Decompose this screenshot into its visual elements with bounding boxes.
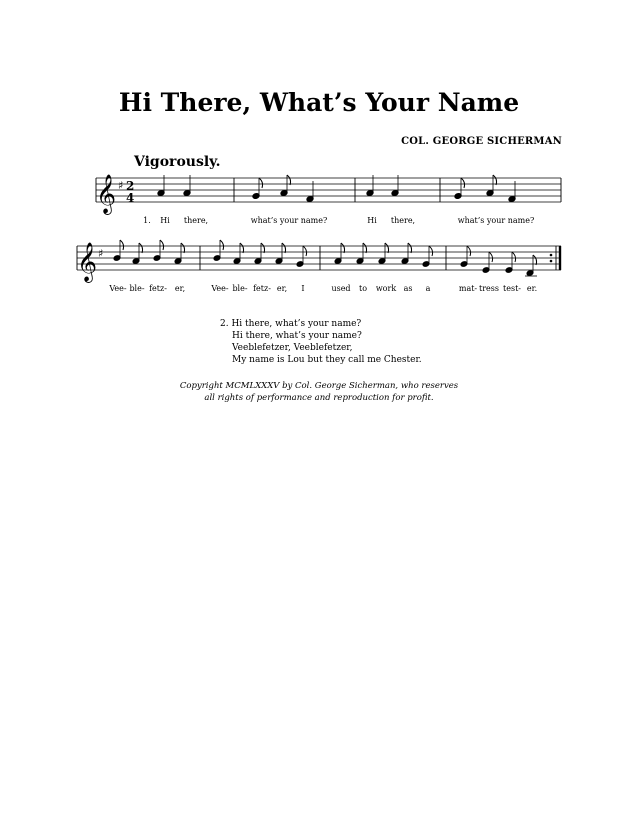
lyric-syllable: used: [331, 284, 351, 293]
lyric-syllable: Vee-: [109, 284, 127, 293]
lyric-syllable: test-: [503, 284, 521, 293]
copyright-line: all rights of performance and reproduction for profit.: [204, 393, 434, 403]
verse-line: Hi there, what’s your name?: [232, 331, 362, 341]
treble-clef-icon: 𝄞: [96, 174, 117, 214]
staff-system-2: [0, 236, 638, 286]
lyric-syllable: 1.: [143, 216, 151, 225]
lyric-syllable: er.: [526, 284, 538, 293]
copyright-line: Copyright MCMLXXXV by Col. George Sicherman, who reserves: [179, 381, 459, 391]
verse-line: 2. Hi there, what’s your name?: [220, 319, 362, 329]
composer-credit: COL. GEORGE SICHERMAN: [401, 136, 562, 147]
lyric-syllable: there,: [390, 216, 416, 225]
lyrics-system-1: [0, 216, 638, 230]
verse-line: Veeblefetzer, Veeblefetzer,: [232, 343, 353, 353]
lyric-syllable: Vee-: [211, 284, 229, 293]
lyric-syllable: tress: [479, 284, 499, 293]
lyric-syllable: a: [425, 284, 431, 293]
lyric-syllable: I: [301, 284, 305, 293]
key-signature-sharp: ♯: [118, 179, 124, 192]
lyric-syllable: er,: [276, 284, 288, 293]
key-signature-sharp: ♯: [98, 247, 104, 260]
lyric-syllable: as: [403, 284, 413, 293]
lyric-syllable: to: [358, 284, 368, 293]
time-signature-top: 2: [126, 179, 135, 193]
lyric-syllable: there,: [183, 216, 209, 225]
time-signature-bottom: 4: [126, 191, 135, 205]
treble-clef-icon: 𝄞: [77, 242, 98, 282]
staff-lines: [77, 246, 561, 270]
lyric-syllable: er,: [174, 284, 186, 293]
lyric-syllable: mat-: [458, 284, 478, 293]
lyric-syllable: Hi: [160, 216, 170, 225]
lyric-syllable: Hi: [367, 216, 377, 225]
lyric-syllable: what’s your name?: [250, 216, 328, 225]
song-title: Hi There, What’s Your Name: [118, 88, 520, 117]
lyric-syllable: what’s your name?: [457, 216, 535, 225]
lyric-syllable: fetz-: [149, 284, 167, 293]
tempo-marking: Vigorously.: [134, 154, 221, 170]
verse-2: [220, 318, 422, 366]
copyright-notice: [0, 380, 638, 404]
lyric-syllable: ble-: [232, 284, 248, 293]
verse-line: My name is Lou but they call me Chester.: [232, 355, 422, 365]
lyric-syllable: work: [375, 284, 397, 293]
notes-system-1: [157, 175, 516, 202]
lyric-syllable: fetz-: [253, 284, 271, 293]
staff-system-1: [0, 168, 638, 218]
lyric-syllable: ble-: [129, 284, 145, 293]
lyrics-system-2: [0, 284, 638, 298]
